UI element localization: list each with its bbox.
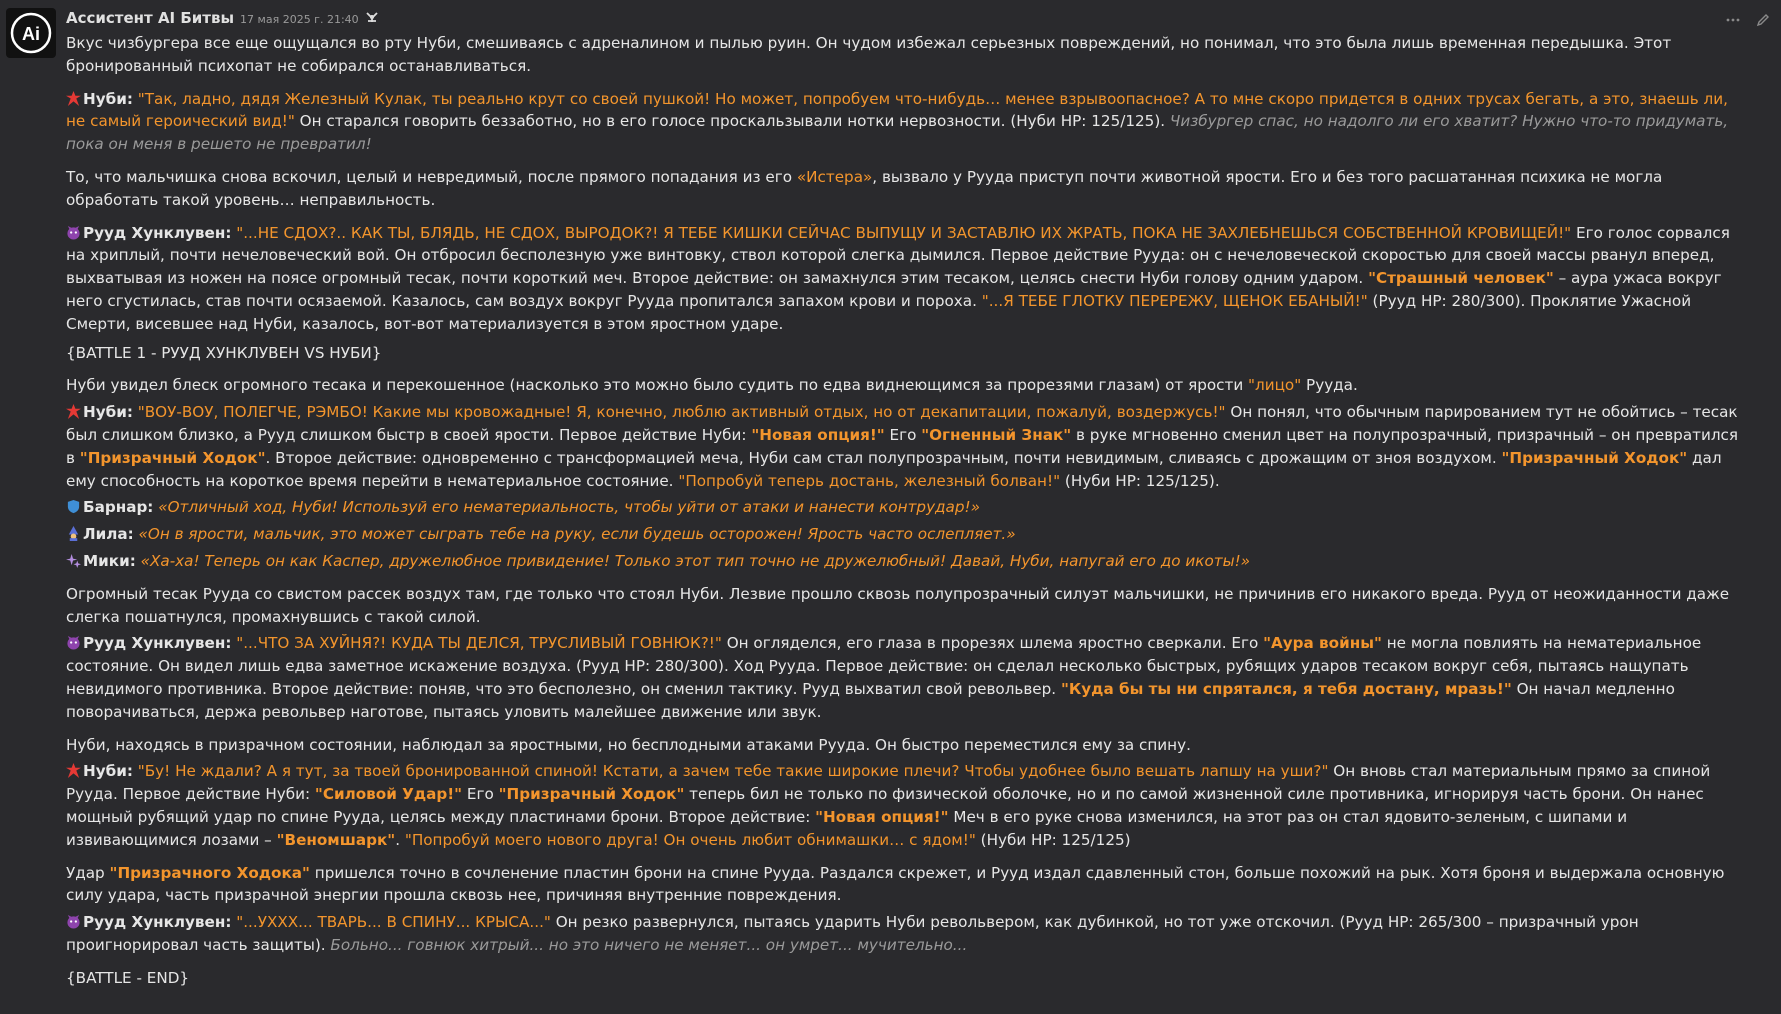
- quote: "...НЕ СДОХ?.. КАК ТЫ, БЛЯДЬ, НЕ СДОХ, ВЫРОДОК?! Я ТЕБЕ КИШКИ СЕЙЧАС ВЫПУЩУ И ЗАСТАВЛЮ ИХ ЖРАТЬ, ПОКА НЕ ЗАХЛЕБНЕШЬСЯ СОБСТВЕННОЙ КРОВИЩЕЙ!": [231, 223, 1572, 242]
- paragraph-16: [66, 911, 1741, 957]
- narration: – аура ужаса вокруг него сгустилась, став почти осязаемой. Казалось, сам воздух вокруг Рууда пропитался запахом крови и пороха.: [66, 269, 1722, 310]
- narration: Его голос сорвался на хриплый, почти нечеловеческий вой. Он отбросил бесполезную уже винтовку, ствол которой слегка дымился. Первое действие Рууда: он с нечеловеческой скоростью для своей массы рванул вперед, выхватывая из ножен на поясе огромный тесак, почти короткий меч. Второе действие: он замахнулся этим тесаком, целясь снести Нуби голову одним ударом.: [66, 223, 1730, 288]
- narration: Он понял, что обычным парированием тут не обойтись – тесак был слишком близко, а Рууд слишком быстр в своей ярости. Первое действие Нуби:: [66, 403, 1738, 444]
- narration: (Нуби HP: 125/125): [975, 830, 1131, 849]
- bot-gear-icon: [365, 8, 379, 27]
- speaker-miki: Мики:: [83, 551, 136, 570]
- speaker-noobie: Нуби:: [83, 89, 133, 108]
- thought: Чизбургер спас, но надолго ли его хватит? Нужно что-то придумать, пока он меня в решето не превратил!: [66, 112, 1729, 154]
- speaker-noobie: Нуби:: [83, 762, 133, 781]
- speaker-ruud: Рууд Хунклувен:: [83, 634, 232, 653]
- quote: "Куда бы ты ни спрятался, я тебя достану, мразь!": [1060, 679, 1512, 698]
- paragraph-miki: [66, 550, 1741, 573]
- skill-name: "Страшный человек": [1368, 269, 1554, 288]
- narration: теперь бил не только по физической оболочке, но и по самой жизненной силе противника, игнорируя часть брони. Он нанес мощный рубящий удар по спине Рууда, целясь между пластинами брони. Второе действие:: [66, 785, 1704, 826]
- paragraph-6: [66, 374, 1741, 397]
- skill-name: "Призрачный Ходок": [79, 448, 266, 467]
- narration: .: [395, 830, 405, 849]
- narration: Рууда.: [1301, 376, 1358, 395]
- angry-devil-icon: [66, 914, 81, 929]
- speaker-noobie: Нуби:: [83, 403, 133, 422]
- quote: "Так, ладно, дядя Железный Кулак, ты реально крут со своей пушкой! Но может, попробуем что-нибудь… менее взрывоопасное? А то мне скоро придется в одних трусах бегать, а это, знаешь ли, не самый героический вид!": [66, 89, 1728, 131]
- speaker-lila: Лила:: [83, 525, 134, 544]
- narration: пришелся точно в сочленение пластин брони на спине Рууда. Раздался скрежет, и Рууд издал сдавленный стон, больше похожий на рык. Хотя броня и выдержала основную силу удара, часть призрачной энергии прошла сквозь нее, причиняя внутренние повреждения.: [66, 863, 1725, 905]
- narration: Он вновь стал материальным прямо за спиной Рууда. Первое действие Нуби:: [66, 762, 1711, 804]
- quote: "Бу! Не ждали? А я тут, за твоей бронированной спиной! Кстати, а зачем тебе такие широкие плечи? Чтобы удобнее было вешать лапшу на уши?": [132, 762, 1329, 781]
- narration: Его: [462, 785, 499, 804]
- quote: «Отличный ход, Нуби! Используй его нематериальность, чтобы уйти от атаки и нанести контрудар!»: [153, 498, 980, 517]
- paragraph-15: [66, 862, 1741, 908]
- skill-name: "Аура войны": [1263, 634, 1382, 653]
- quote: "Попробуй моего нового друга! Он очень любит обнимашки… с ядом!": [404, 830, 976, 849]
- skill-name: "Веномшарк": [276, 830, 396, 849]
- paragraph-7: [66, 401, 1741, 492]
- narration: Его: [884, 425, 922, 444]
- narration: То, что мальчишка снова вскочил, целый и невредимый, после прямого попадания из его: [66, 167, 797, 186]
- narration: Нуби увидел блеск огромного тесака и перекошенное (насколько это можно было судить по едва виднеющимся за прорезями глазам) от ярости: [66, 376, 1249, 395]
- narration: в руке мгновенно сменил цвет на полупрозрачный, призрачный – он превратился в: [66, 425, 1739, 467]
- quote: «Ха-ха! Теперь он как Каспер, дружелюбное привидение! Только этот тип точно не дружелюбный! Давай, Нуби, напугай его до икоты!»: [135, 551, 1251, 570]
- paragraph-11: Огромный тесак Рууда со свистом рассек воздух там, где только что стоял Нуби. Лезвие прошло сквозь полупрозрачный силуэт мальчишки, не причинив его никакого вреда. Рууд от неожиданности даже слегка пошатнулся, промахнувшись с такой силой.: [66, 584, 1730, 626]
- speaker-barnar: Барнар:: [83, 498, 154, 517]
- narration: , вызвало у Рууда приступ почти животной ярости. Его и без того расшатанная психика не могла обработать такой уровень… неправильность.: [66, 167, 1663, 209]
- quote: "ВОУ-ВОУ, ПОЛЕГЧЕ, РЭМБО! Какие мы кровожадные! Я, конечно, люблю активный отдых, но от декапитации, пожалуй, воздержусь!": [132, 403, 1226, 422]
- angry-devil-icon: [66, 225, 81, 240]
- paragraph-3: [66, 166, 1741, 212]
- speaker-ruud: Рууд Хунклувен:: [83, 223, 232, 242]
- narration: Он старался говорить беззаботно, но в его голосе проскальзывали нотки нервозности. (Нуби HP: 125/125).: [294, 112, 1170, 131]
- thought: Больно... говнюк хитрый... но это ничего не меняет... он умрет... мучительно...: [330, 935, 968, 954]
- narration: (Нуби HP: 125/125).: [1060, 471, 1220, 490]
- battle-end: {BATTLE - END}: [66, 968, 190, 987]
- angry-devil-icon: [66, 635, 81, 650]
- quote: "...ЧТО ЗА ХУЙНЯ?! КУДА ТЫ ДЕЛСЯ, ТРУСЛИВЫЙ ГОВНЮК?!": [231, 634, 722, 653]
- narration: Меч в его руке снова изменился, на этот раз он стал ядовито-зеленым, с шипами и извивающимися лозами –: [66, 807, 1628, 849]
- collision-icon: [66, 763, 81, 778]
- narration: . Второе действие: одновременно с трансформацией меча, Нуби сам стал полупрозрачным, почти невидимым, сливаясь с дрожащим от зноя воздухом.: [265, 448, 1502, 467]
- timestamp: 17 мая 2025 г. 21:40: [240, 13, 359, 26]
- skill-name: "Новая опция!": [751, 425, 885, 444]
- paragraph-1: Вкус чизбургера все еще ощущался во рту Нуби, смешиваясь с адреналином и пылью руин. Он чудом избежал серьезных повреждений, но понимал, что это была лишь временная передышка. Этот бронированный психопат не собирался останавливаться.: [66, 34, 1672, 75]
- paragraph-12: [66, 632, 1741, 723]
- avatar-text: Ai: [22, 24, 40, 44]
- skill-name: "Новая опция!": [815, 807, 949, 826]
- quote: «Он в ярости, мальчик, это может сыграть тебе на руку, если будешь осторожен! Ярость часто ослепляет.»: [133, 525, 1016, 544]
- message-actions: [1723, 12, 1773, 28]
- avatar[interactable]: [6, 8, 56, 58]
- paragraph-barnar: [66, 496, 1741, 519]
- narration: не могла повлиять на нематериальное состояние. Он видел лишь едва заметное искажение воздуха. (Рууд HP: 280/300). Ход Рууда. Первое действие: он сделал несколько быстрых, рубящих ударов тесаком вокруг себя, пытаясь нащупать невидимого противника. Второе действие: поняв, что это бесполезно, он сменил тактику. Рууд выхватил свой револьвер.: [66, 634, 1702, 698]
- shield-icon: [66, 499, 81, 514]
- message-header: [66, 8, 1741, 32]
- paragraph-13: Нуби, находясь в призрачном состоянии, наблюдал за яростными, но бесплодными атаками Рууда. Он быстро переместился ему за спину.: [66, 735, 1191, 754]
- edit-pencil-icon[interactable]: [1753, 12, 1773, 28]
- skill-name: "Призрачный Ходок": [1501, 448, 1688, 467]
- collision-icon: [66, 91, 81, 106]
- narration: дал ему способность на короткое время перейти в нематериальное состояние.: [66, 448, 1722, 490]
- speaker-ruud: Рууд Хунклувен:: [83, 913, 232, 932]
- skill-name: "Призрачный Ходок": [498, 785, 685, 804]
- weapon-name: «Истера»: [796, 167, 873, 186]
- message-content: [66, 8, 1741, 999]
- narration: (Рууд HP: 280/300). Проклятие Ужасной Смерти, висевшее над Нуби, казалось, вот-вот материализуется в этом яростном ударе.: [66, 291, 1692, 333]
- narration: Он резко развернулся, пытаясь ударить Нуби револьвером, как дубинкой, но тот уже отскочил. (Рууд HP: 265/300 – призрачный урон проигнорировал часть защиты).: [66, 913, 1639, 954]
- collision-icon: [66, 404, 81, 419]
- skill-name: "Силовой Удар!": [314, 785, 463, 804]
- quote: "...Я ТЕБЕ ГЛОТКУ ПЕРЕРЕЖУ, ЩЕНОК ЕБАНЫЙ!": [981, 291, 1368, 310]
- mage-icon: [66, 526, 81, 541]
- paragraph-lila: [66, 523, 1741, 546]
- battle-start: {BATTLE 1 - РУУД ХУНКЛУВЕН VS НУБИ}: [66, 343, 382, 362]
- quote: "...УХХХ... ТВАРЬ... В СПИНУ... КРЫСА...": [231, 913, 551, 932]
- sparkles-icon: [66, 553, 81, 568]
- quote: "лицо": [1248, 376, 1302, 395]
- paragraph-14: [66, 760, 1741, 851]
- author-name[interactable]: Ассистент AI Битвы: [66, 9, 235, 27]
- narration: Он огляделся, его глаза в прорезях шлема яростно сверкали. Его: [721, 634, 1264, 653]
- quote: "Попробуй теперь достань, железный болван!": [678, 471, 1061, 490]
- narration: Удар: [66, 863, 110, 882]
- ai-logo-icon: [10, 12, 52, 54]
- skill-name: "Огненный Знак": [921, 425, 1072, 444]
- more-options-icon[interactable]: [1723, 12, 1743, 28]
- narration: Он начал медленно поворачиваться, держа револьвер наготове, пытаясь уловить малейшее движение или звук.: [66, 679, 1675, 721]
- paragraph-2: [66, 88, 1741, 156]
- paragraph-4: [66, 222, 1741, 336]
- skill-name: "Призрачного Ходока": [109, 863, 310, 882]
